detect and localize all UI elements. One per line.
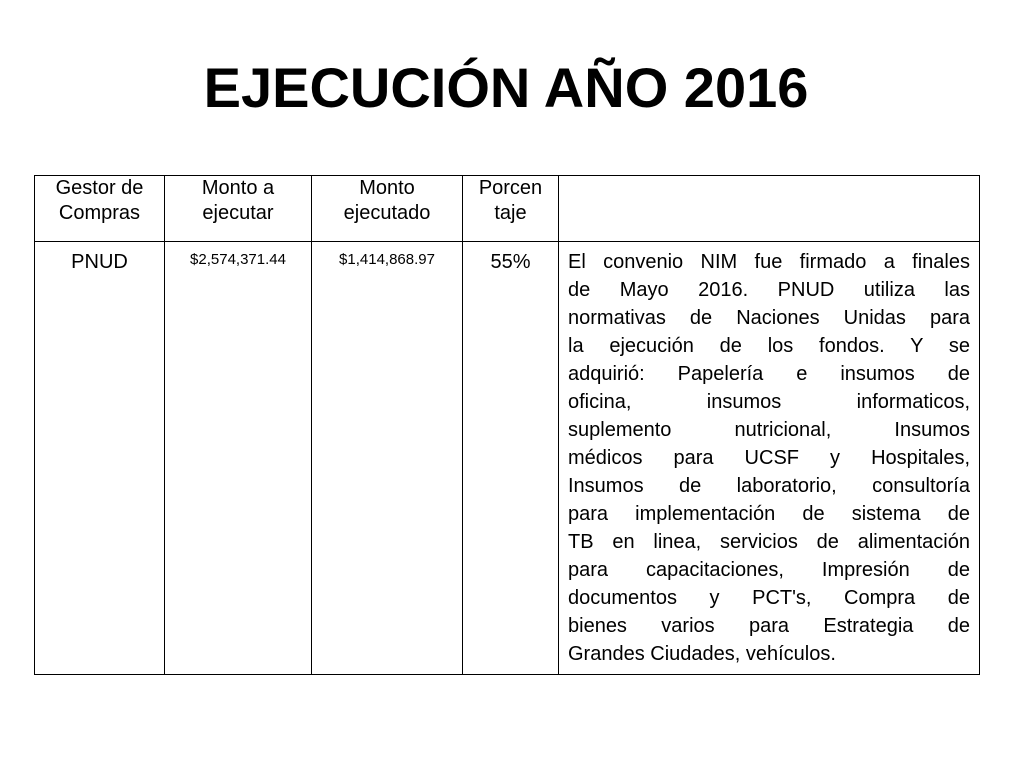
header-monto-ejecutado-line-2: ejecutado [343, 202, 431, 224]
desc-line: la ejecución de los fondos. Y se [568, 335, 970, 357]
header-monto-ejecutado [312, 176, 463, 242]
desc-line: documentos y PCT's, Compra de [568, 587, 970, 609]
header-gestor-line-1: Gestor de [55, 177, 144, 199]
cell-porcentaje: 55% [463, 242, 559, 675]
desc-line: médicos para UCSF y Hospitales, [568, 447, 970, 469]
desc-line: adquirió: Papelería e insumos de [568, 363, 970, 385]
desc-line: TB en linea, servicios de alimentación [568, 531, 970, 553]
desc-line: normativas de Naciones Unidas para [568, 307, 970, 329]
table-row [35, 242, 980, 675]
desc-line: suplemento nutricional, Insumos [568, 419, 970, 441]
desc-line: de Mayo 2016. PNUD utiliza las [568, 279, 970, 301]
header-porcentaje [463, 176, 559, 242]
header-porcentaje-line-2: taje [494, 202, 527, 224]
table-header-row [35, 176, 980, 242]
cell-gestor: PNUD [35, 242, 165, 675]
header-descripcion [559, 176, 980, 242]
desc-line: Grandes Ciudades, vehículos. [568, 643, 836, 665]
desc-line: Insumos de laboratorio, consultoría [568, 475, 970, 497]
desc-line: El convenio NIM fue firmado a finales [568, 251, 970, 273]
header-monto-ejecutar-line-2: ejecutar [202, 202, 274, 224]
desc-line: para capacitaciones, Impresión de [568, 559, 970, 581]
header-porcentaje-line-1: Porcen [478, 177, 543, 199]
desc-line: oficina, insumos informaticos, [568, 391, 970, 413]
desc-line: bienes varios para Estrategia de [568, 615, 970, 637]
cell-monto-a-ejecutar: $2,574,371.44 [165, 242, 312, 675]
cell-monto-ejecutado: $1,414,868.97 [312, 242, 463, 675]
header-gestor-de-compras [35, 176, 165, 242]
header-monto-ejecutado-line-1: Monto [359, 177, 415, 199]
header-gestor-line-2: Compras [58, 202, 141, 224]
cell-descripcion [559, 242, 980, 675]
execution-table [34, 175, 980, 675]
header-monto-ejecutar-line-1: Monto a [201, 177, 275, 199]
desc-line: para implementación de sistema de [568, 503, 970, 525]
page-title: EJECUCIÓN AÑO 2016 [203, 56, 809, 119]
header-monto-a-ejecutar [165, 176, 312, 242]
